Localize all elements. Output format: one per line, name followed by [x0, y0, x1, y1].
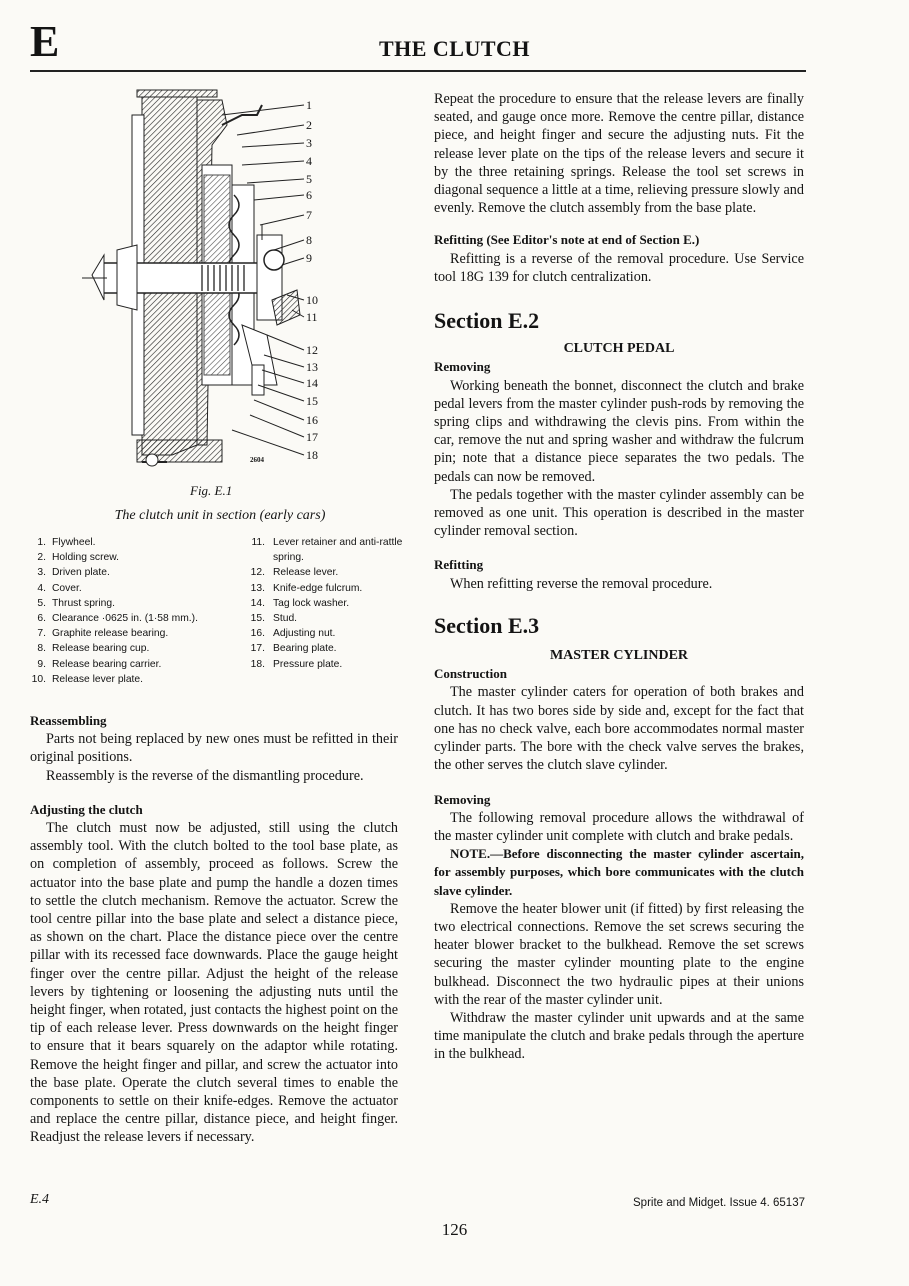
repeat-paragraph: Repeat the procedure to ensure that the release levers are finally seated, and gauge once more. Remove the centre pillar, distance piece, and height finger and secure the adjusting nuts. Fit the release lever plate on the tips of the release levers and secure it by the three retaining springs. Release the tool set screws in diagonal sequence a little at a time, relieving pressure slowly and evenly. Remove the clutch assembly from the base plate.: [434, 91, 804, 217]
callout-18: 18: [306, 448, 318, 462]
callout-17: 17: [306, 430, 318, 444]
adjusting-paragraph: The clutch must now be adjusted, still using the clutch assembly tool. With the clutch bolted to the tool base plate, as on completion of assembly, proceed as follows. Screw the actuator into the base plate and pump the handle a dozen times to settle the clutch mechanism. Remove the actuator. Screw the tool centre pillar into the base plate and select a distance piece, as shown on the chart. Place the distance piece over the centre pillar with its recessed face downwards. Place the gauge height finger over the centre pillar. Adjust the height of the release levers by tightening or loosening the adjusting nuts until the height finger, when rotated, just contacts the highest point on the tip of each release lever. Press downwards on the height finger to ensure that it bears squarely on the adaptor while rotating. Remove the height finger and pillar, and screw the actuator into the base plate. Operate the clutch several times to enable the components to settle on their knife-edges. Remove the actuator and replace the centre pillar, distance piece, and height finger. Readjust the release levers if necessary.: [30, 820, 398, 1146]
legend-text: Release bearing cup.: [52, 643, 150, 655]
header-rule: [30, 70, 806, 72]
callout-4: 4: [306, 154, 312, 168]
figure-legend-left: [30, 535, 235, 687]
legend-item: [245, 611, 405, 626]
callout-6: 6: [306, 188, 312, 202]
removing-paragraph-3: The following removal procedure allows the withdrawal of the master cylinder unit complete with clutch and brake pedals.: [434, 809, 804, 844]
refitting-paragraph-2: When refitting reverse the removal procedure.: [450, 575, 713, 592]
legend-text: Release lever.: [273, 567, 339, 579]
legend-number: 15.: [250, 613, 265, 625]
legend-text: Bearing plate.: [273, 643, 337, 655]
callout-2: 2: [306, 118, 312, 132]
legend-item: [30, 596, 235, 611]
legend-text: Stud.: [273, 613, 298, 625]
legend-item: [30, 626, 235, 641]
removing-paragraph-5: Withdraw the master cylinder unit upwards and at the same time manipulate the clutch and brake pedals through the aperture in the bulkhead.: [434, 1009, 804, 1063]
legend-text: Clearance ·0625 in. (1·58 mm.).: [52, 613, 198, 625]
legend-text: Graphite release bearing.: [52, 628, 169, 640]
legend-number: 1.: [37, 537, 46, 548]
refitting-paragraph-1: Refitting is a reverse of the removal procedure. Use Service tool 18G 139 for clutch centralization.: [434, 250, 804, 285]
legend-number: 12.: [250, 567, 265, 579]
section-letter: E: [30, 17, 60, 66]
left-column-text: [30, 712, 398, 1147]
figure-caption: The clutch unit in section (early cars): [114, 508, 326, 523]
callout-13: 13: [306, 360, 318, 374]
callout-7: 7: [306, 208, 312, 222]
legend-number: 11.: [251, 537, 265, 548]
callout-12: 12: [306, 343, 318, 357]
clutch-section-figure: [82, 85, 342, 475]
legend-number: 18.: [250, 658, 265, 670]
legend-text: Thrust spring.: [52, 597, 115, 609]
callout-11: 11: [306, 310, 318, 324]
legend-item: [245, 626, 405, 641]
callout-8: 8: [306, 233, 312, 247]
footer-section-page: E.4: [30, 1192, 50, 1207]
legend-item: [245, 565, 405, 580]
drawing-number: 2604: [250, 456, 264, 464]
legend-item: [30, 611, 235, 626]
legend-text: Flywheel.: [52, 537, 96, 548]
legend-item: [245, 657, 405, 672]
legend-number: 4.: [37, 582, 46, 594]
page-title: THE CLUTCH: [378, 36, 531, 61]
reassembling-paragraph-1: Parts not being replaced by new ones must be refitted in their original positions.: [30, 731, 398, 766]
legend-number: 9.: [37, 658, 46, 670]
construction-paragraph: The master cylinder caters for operation of both brakes and clutch. It has two bores side by side and, except for the fact that one has no check valve, each bore accommodates normal master cylinder parts. The bore with the check valve serves the brakes, the other serves the clutch slave cylinder.: [434, 684, 804, 774]
reassembling-paragraph-2: Reassembly is the reverse of the dismantling procedure.: [46, 767, 364, 784]
legend-text: Driven plate.: [52, 567, 110, 579]
legend-text: Tag lock washer.: [273, 597, 350, 609]
legend-number: 16.: [250, 628, 265, 640]
legend-number: 5.: [37, 597, 46, 609]
legend-number: 6.: [37, 613, 46, 625]
legend-item: [245, 535, 405, 565]
callout-5: 5: [306, 172, 312, 186]
legend-number: 8.: [37, 643, 46, 655]
removing-heading-2: Removing: [434, 791, 491, 807]
legend-item: [30, 672, 235, 687]
legend-item: [30, 565, 235, 580]
legend-text: Lever retainer and anti-rattle spring.: [273, 537, 403, 564]
legend-text: Release lever plate.: [52, 673, 144, 685]
figure-label: Fig. E.1: [190, 483, 233, 498]
refitting-heading-1: Refitting (See Editor's note at end of Section E.): [434, 232, 700, 248]
legend-item: [30, 535, 235, 550]
legend-item: [245, 641, 405, 656]
legend-number: 3.: [37, 567, 46, 579]
footer-publication-info: Sprite and Midget. Issue 4. 65137: [633, 1197, 805, 1209]
legend-item: [245, 596, 405, 611]
legend-number: 2.: [37, 552, 46, 564]
legend-item: [30, 641, 235, 656]
adjusting-heading: Adjusting the clutch: [30, 801, 143, 817]
page-number: 126: [441, 1220, 468, 1239]
legend-item: [30, 581, 235, 596]
legend-number: 13.: [250, 582, 265, 594]
reassembling-heading: Reassembling: [30, 713, 107, 728]
callout-15: 15: [306, 394, 318, 408]
legend-text: Cover.: [52, 582, 82, 594]
removing-heading-1: Removing: [434, 359, 491, 375]
callout-10: 10: [306, 293, 318, 307]
legend-number: 14.: [250, 597, 265, 609]
removing-paragraph-2: The pedals together with the master cylinder assembly can be removed as one unit. This operation is described in the master cylinder removal section.: [434, 486, 804, 540]
legend-item: [245, 581, 405, 596]
legend-text: Adjusting nut.: [273, 628, 336, 640]
figure-legend-right: [245, 535, 405, 672]
refitting-heading-2: Refitting: [434, 557, 484, 573]
legend-number: 10.: [31, 673, 46, 685]
legend-text: Release bearing carrier.: [52, 658, 162, 670]
legend-text: Holding screw.: [52, 552, 119, 564]
callout-9: 9: [306, 251, 312, 265]
callout-16: 16: [306, 413, 318, 427]
clutch-pedal-heading: CLUTCH PEDAL: [563, 341, 675, 357]
clutch-drawing: [82, 90, 300, 466]
legend-item: [30, 550, 235, 565]
right-column-text: [434, 90, 804, 1064]
legend-number: 17.: [250, 643, 265, 655]
section-e2-heading: Section E.2: [434, 308, 540, 334]
legend-item: [30, 657, 235, 672]
callout-1: 1: [306, 98, 312, 112]
callout-14: 14: [306, 376, 318, 390]
legend-text: Knife-edge fulcrum.: [273, 582, 363, 594]
master-cylinder-heading: MASTER CYLINDER: [549, 648, 689, 664]
construction-heading: Construction: [434, 666, 507, 682]
legend-text: Pressure plate.: [273, 658, 343, 670]
note-paragraph: NOTE.—Before disconnecting the master cylinder ascertain, for assembly purposes, which bore communicates with the clutch slave cylinder.: [434, 846, 804, 898]
section-e3-heading: Section E.3: [434, 612, 540, 638]
removing-paragraph-1: Working beneath the bonnet, disconnect the clutch and brake pedal levers from the master cylinder push-rods by removing the spring clips and withdrawing the clevis pins. From within the car, remove the nut and spring washer and withdraw the fulcrum pin; note that a distance piece separates the two pedals. The pedals can now be removed.: [434, 377, 804, 485]
removing-paragraph-4: Remove the heater blower unit (if fitted) by first releasing the two electrical connections. Remove the set screws securing the heater blower bracket to the bulkhead. Remove the set screws securing the master cylinder mounting plate to the engine bulkhead. Disconnect the two hydraulic pipes at their unions with the rear of the master cylinder unit.: [434, 900, 804, 1008]
legend-number: 7.: [37, 628, 46, 640]
callout-3: 3: [306, 136, 312, 150]
